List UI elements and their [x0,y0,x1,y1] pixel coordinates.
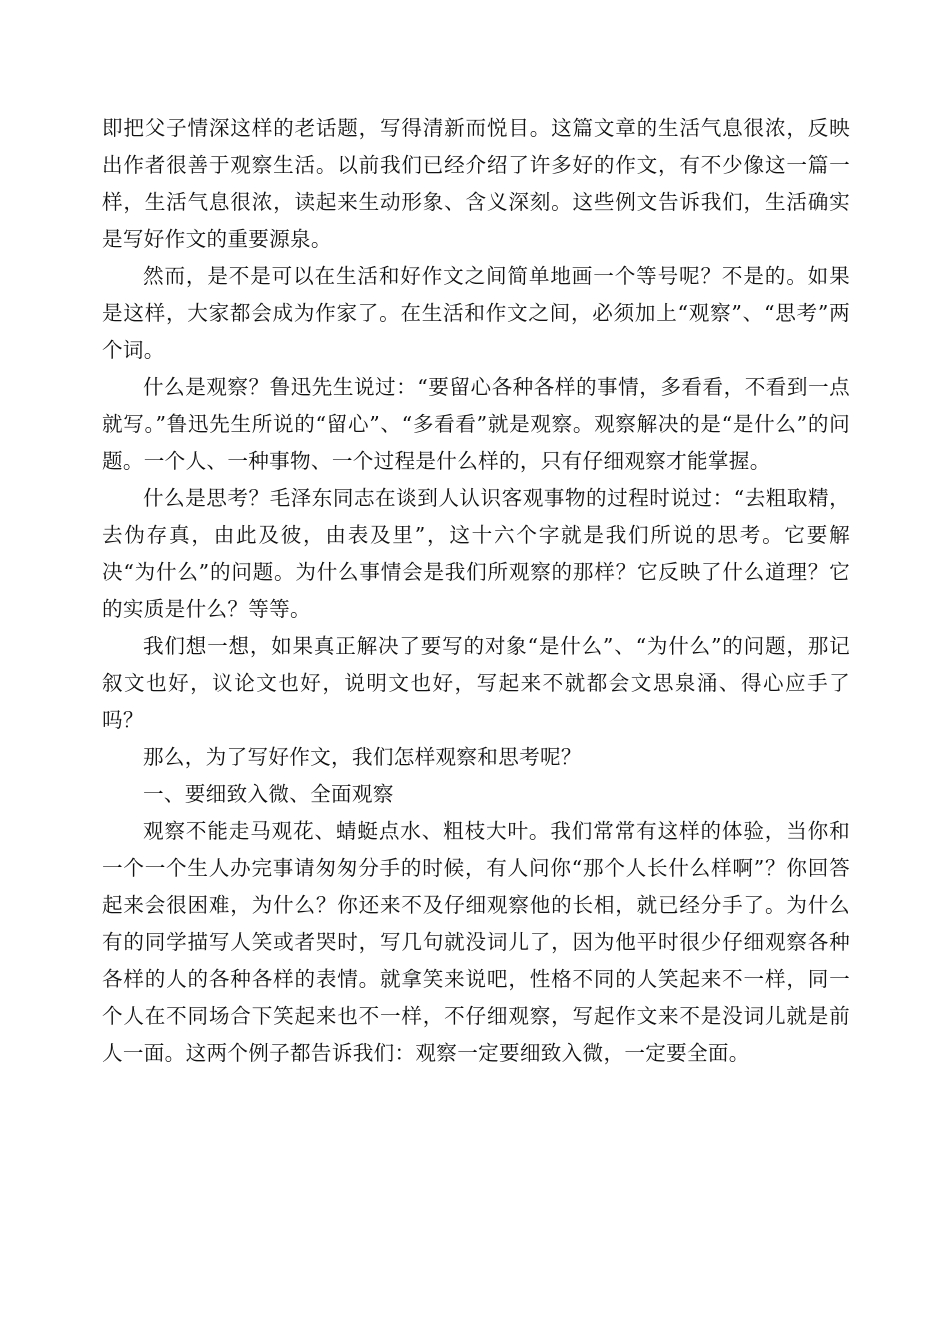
paragraph-detailed-observation: 观察不能走马观花、蜻蜓点水、粗枝大叶。我们常常有这样的体验，当你和一个一个生人办完事请匆匆分手的时候，有人问你“那个人长什么样啊”？你回答起来会很困难，为什么？你还来不及仔细观察他的长相，就已经分手了。为什么有的同学描写人笑或者哭时，写几句就没词儿了，因为他平时很少仔细观察各种各样的人的各种各样的表情。就拿笑来说吧，性格不同的人笑起来不一样，同一个人在不同场合下笑起来也不一样，不仔细观察，写起作文来不是没词儿就是前人一面。这两个例子都告诉我们：观察一定要细致入微，一定要全面。 [102,819,850,1065]
paragraph-what-is-thinking: 什么是思考？毛泽东同志在谈到人认识客观事物的过程时说过：“去粗取精，去伪存真，由此及彼，由表及里”，这十六个字就是我们所说的思考。它要解决“为什么”的问题。为什么事情会是我们所观察的那样？它反映了什么道理？它的实质是什么？等等。 [102,486,850,621]
paragraph-equals-sign: 然而，是不是可以在生活和好作文之间简单地画一个等号呢？不是的。如果是这样，大家都会成为作家了。在生活和作文之间，必须加上“观察”、“思考”两个词。 [102,264,850,362]
document-body [102,110,850,1072]
paragraph-how-to-observe: 那么，为了写好作文，我们怎样观察和思考呢？ [143,745,582,769]
paragraph-continuation: 即把父子情深这样的老话题，写得清新而悦目。这篇文章的生活气息很浓，反映出作者很善于观察生活。以前我们已经介绍了许多好的作文，有不少像这一篇一样，生活气息很浓，读起来生动形象、含义深刻。这些例文告诉我们，生活确实是写好作文的重要源泉。 [102,116,850,251]
section-heading-one: 一、要细致入微、全面观察 [143,782,394,806]
paragraph-think-about-it: 我们想一想，如果真正解决了要写的对象“是什么”、“为什么”的问题，那记叙文也好，议论文也好，说明文也好，写起来不就都会文思泉涌、得心应手了吗？ [102,634,850,732]
paragraph-what-is-observation: 什么是观察？鲁迅先生说过：“要留心各种各样的事情，多看看，不看到一点就写。”鲁迅先生所说的“留心”、“多看看”就是观察。观察解决的是“是什么”的问题。一个人、一种事物、一个过程是什么样的，只有仔细观察才能掌握。 [102,375,850,473]
